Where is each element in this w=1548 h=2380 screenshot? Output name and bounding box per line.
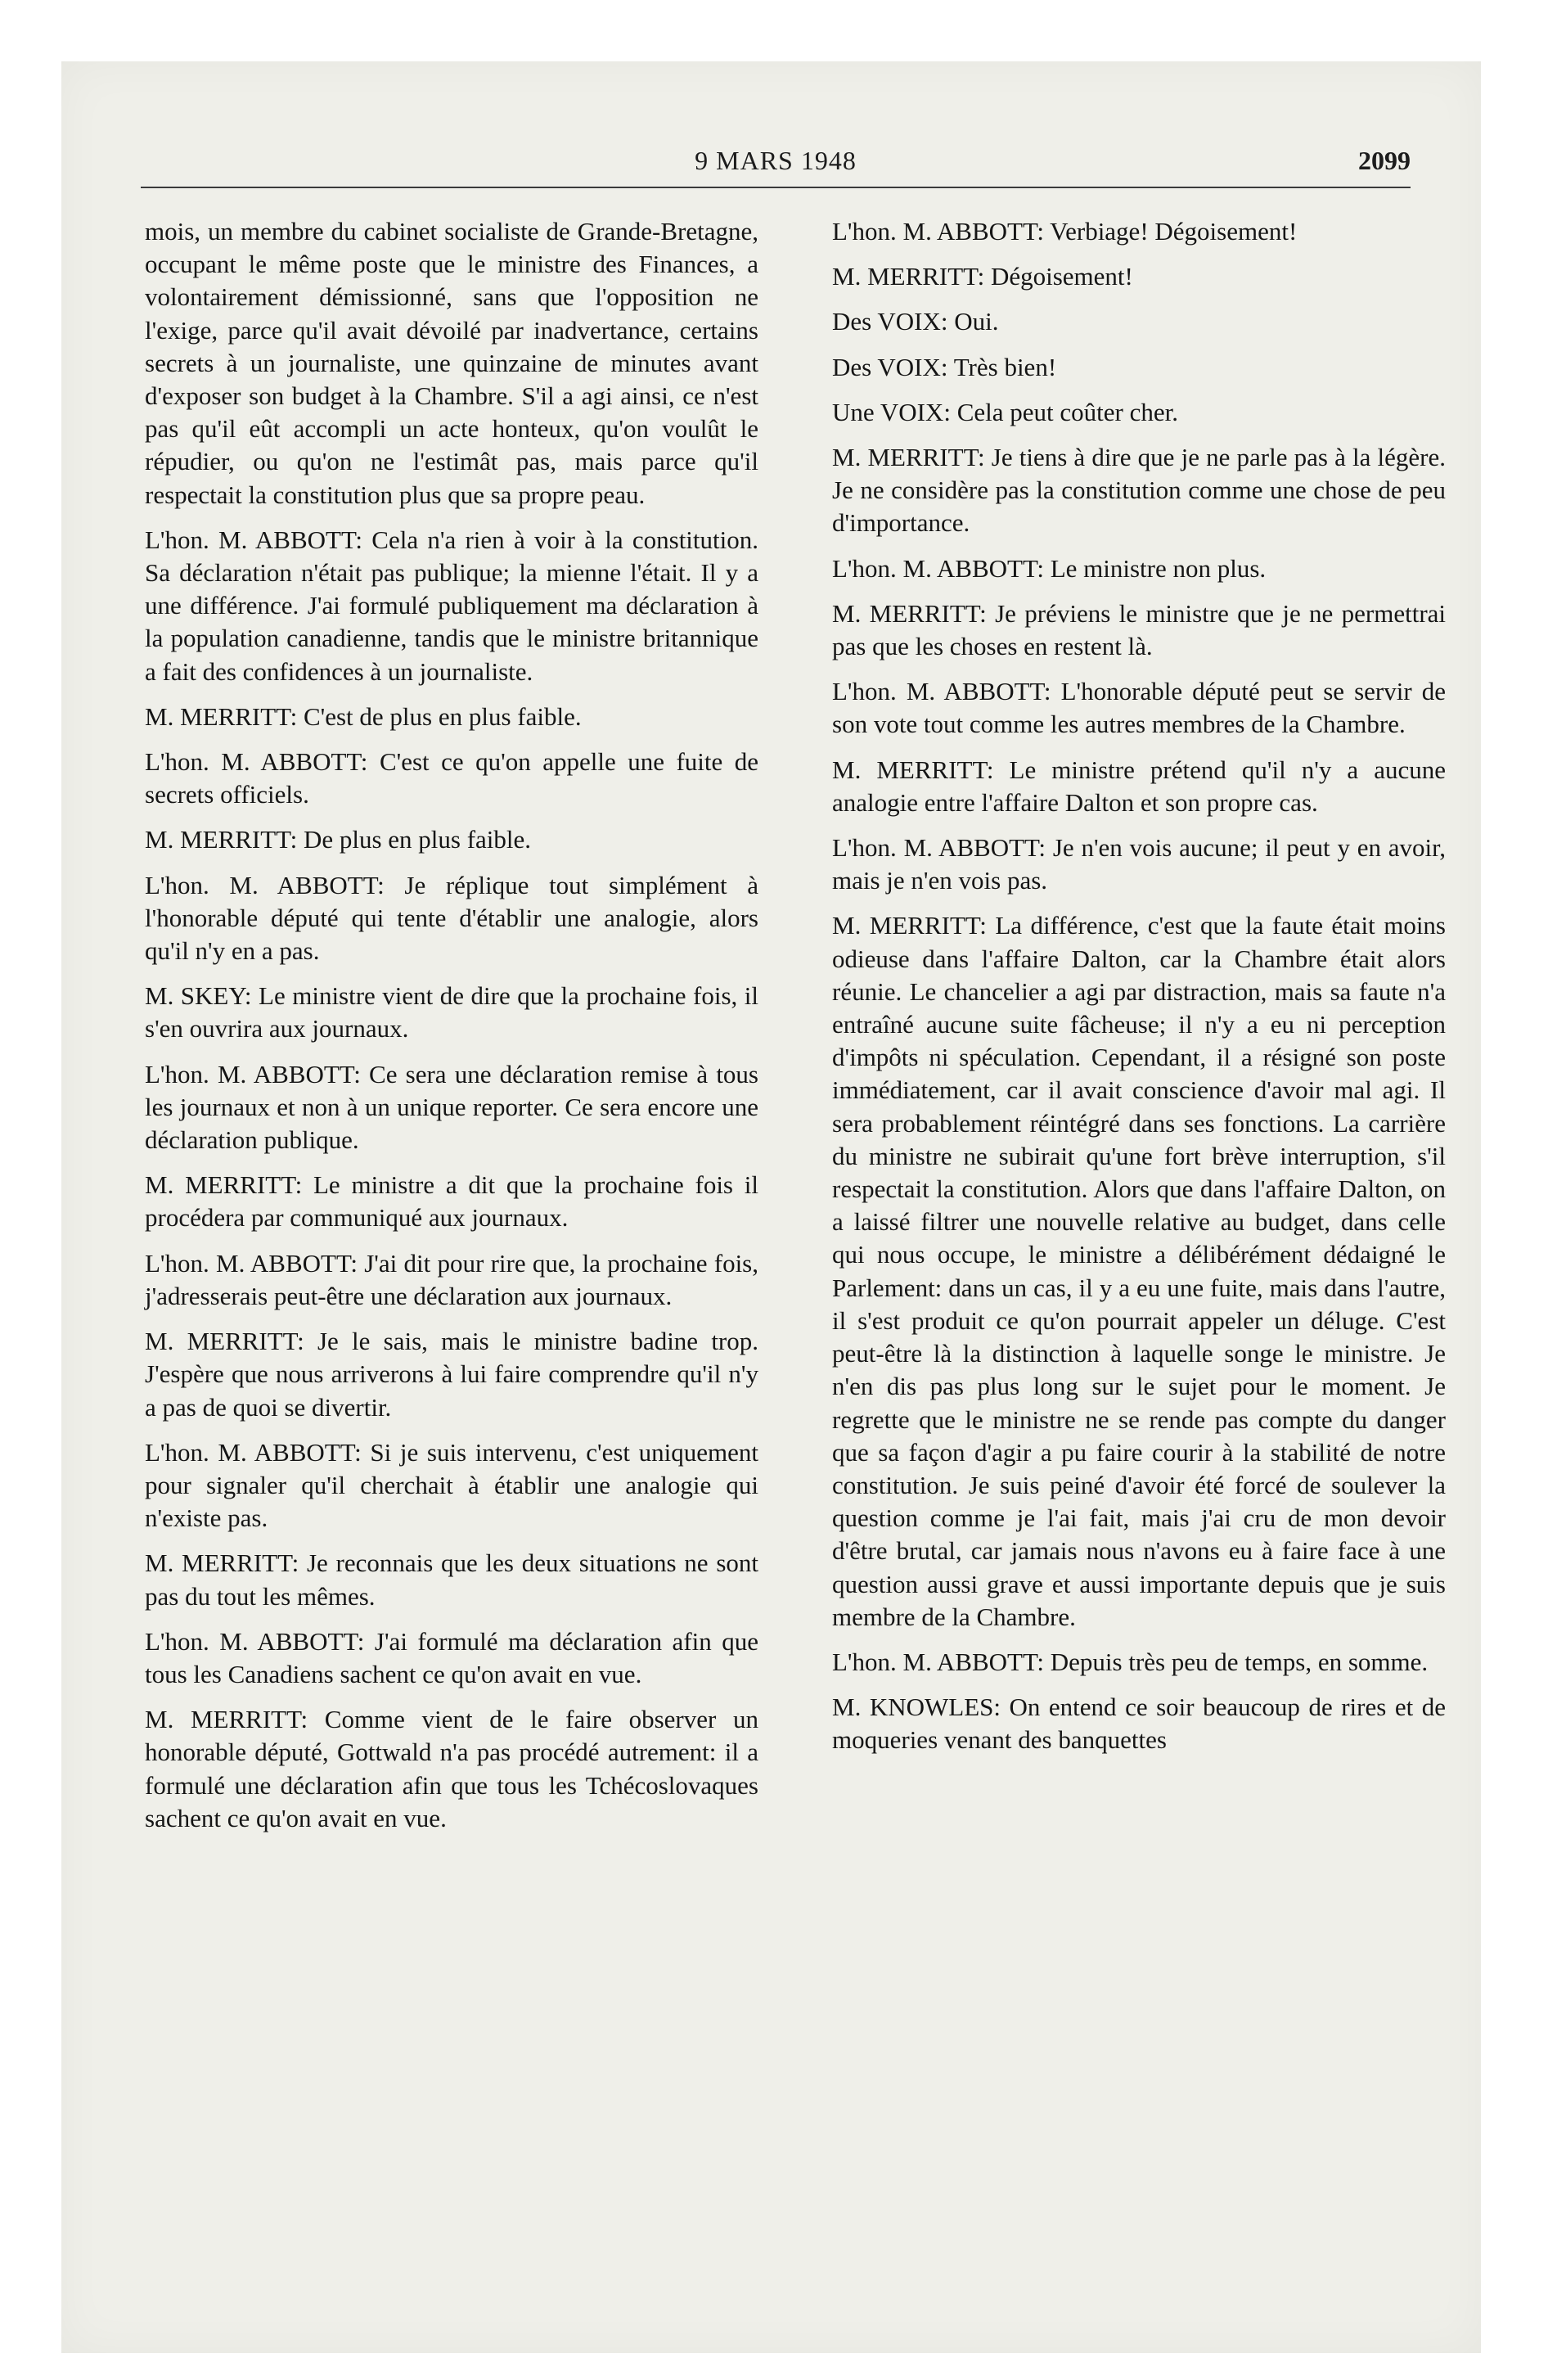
speaker: L'hon. M. ABBOTT: bbox=[145, 870, 385, 899]
speaker: M. MERRITT: bbox=[145, 701, 298, 731]
paragraph: L'hon. M. ABBOTT: J'ai dit pour rire que, la prochaine fois, j'adresserais peut-être une déclaration aux journaux. bbox=[145, 1248, 758, 1310]
paragraph: L'hon. M. ABBOTT: Je n'en vois aucune; il peut y en avoir, mais je n'en vois pas. bbox=[832, 833, 1447, 895]
left-column bbox=[145, 215, 758, 1847]
speaker: L'hon. M. ABBOTT: bbox=[832, 833, 1046, 863]
speaker: M. MERRITT: bbox=[832, 911, 987, 940]
paragraph: Des VOIX: Oui. bbox=[832, 307, 999, 336]
paragraph: L'hon. M. ABBOTT: Verbiage! Dégoisement! bbox=[832, 217, 1298, 246]
paragraph: L'hon. M. ABBOTT: Je réplique tout simplément à l'honorable député qui tente d'établir une analogie, alors qu'il n'y en a pas. bbox=[145, 870, 758, 966]
speaker: M. SKEY: bbox=[145, 981, 252, 1011]
paragraph: M. MERRITT: Le ministre a dit que la prochaine fois il procédera par communiqué aux journaux. bbox=[145, 1170, 758, 1233]
header-rule bbox=[141, 187, 1411, 188]
speaker: M. MERRITT: bbox=[145, 1705, 308, 1734]
speaker: Des VOIX: bbox=[832, 352, 948, 381]
paragraph: L'hon. M. ABBOTT: C'est ce qu'on appelle une fuite de secrets officiels. bbox=[145, 747, 759, 809]
speaker: M. MERRITT: bbox=[145, 1548, 299, 1578]
speaker: L'hon. M. ABBOTT: bbox=[145, 1248, 358, 1278]
paragraph: M. MERRITT: Je tiens à dire que je ne parle pas à la légère. Je ne considère pas la constitution comme une chose de peu d'importance. bbox=[832, 443, 1447, 538]
paragraph: L'hon. M. ABBOTT: Si je suis intervenu, c'est uniquement pour signaler qu'il cherchait à établir une analogie qui n'existe pas. bbox=[145, 1437, 758, 1533]
speaker: L'hon. M. ABBOTT: bbox=[145, 525, 362, 554]
right-column bbox=[832, 215, 1446, 1769]
paragraph: M. MERRITT: Je le sais, mais le ministre badine trop. J'espère que nous arriverons à lui faire comprendre qu'il n'y a pas de quoi se divertir. bbox=[145, 1327, 759, 1422]
speaker: M. MERRITT: bbox=[832, 598, 987, 628]
speaker: M. MERRITT: bbox=[145, 1170, 303, 1200]
paragraph: M. MERRITT: Dégoisement! bbox=[832, 262, 1133, 291]
paragraph: Une VOIX: Cela peut coûter cher. bbox=[832, 397, 1178, 426]
speaker: L'hon. M. ABBOTT: bbox=[832, 677, 1051, 706]
speaker: M. MERRITT: bbox=[832, 262, 985, 291]
paragraph: L'hon. M. ABBOTT: Cela n'a rien à voir à la constitution. Sa déclaration n'était pas publique; la mienne l'était. Il y a une différence. J'ai formulé publiquement ma déclaration à la population canadienne, tandis que le ministre britannique a fait des confidences à un journaliste. bbox=[145, 525, 759, 686]
speaker: L'hon. M. ABBOTT: bbox=[832, 217, 1044, 246]
paragraph: L'hon. M. ABBOTT: Ce sera une déclaration remise à tous les journaux et non à un unique reporter. Ce sera encore une déclaration publique. bbox=[145, 1059, 758, 1155]
speaker: M. MERRITT: bbox=[832, 443, 985, 472]
paragraph: L'hon. M. ABBOTT: L'honorable député peut se servir de son vote tout comme les autres membres de la Chambre. bbox=[832, 677, 1446, 739]
paragraph: L'hon. M. ABBOTT: Depuis très peu de temps, en somme. bbox=[832, 1647, 1429, 1676]
speaker: L'hon. M. ABBOTT: bbox=[145, 1437, 362, 1467]
speaker: M. KNOWLES: bbox=[832, 1693, 1001, 1722]
paragraph: M. SKEY: Le ministre vient de dire que la prochaine fois, il s'en ouvrira aux journaux. bbox=[145, 981, 758, 1044]
speaker: L'hon. M. ABBOTT: bbox=[145, 1059, 361, 1089]
speaker: M. MERRITT: bbox=[145, 825, 298, 854]
paragraph: M. KNOWLES: On entend ce soir beaucoup de rires et de moqueries venant des banquettes bbox=[832, 1693, 1446, 1755]
speaker: Une VOIX: bbox=[832, 397, 951, 426]
speaker: M. MERRITT: bbox=[145, 1327, 304, 1356]
page-number: 2099 bbox=[1358, 146, 1411, 175]
paragraph: M. MERRITT: C'est de plus en plus faible. bbox=[145, 701, 582, 731]
paragraph: M. MERRITT: Je reconnais que les deux situations ne sont pas du tout les mêmes. bbox=[145, 1548, 758, 1611]
paragraph: M. MERRITT: De plus en plus faible. bbox=[145, 825, 532, 854]
speaker: L'hon. M. ABBOTT: bbox=[145, 1626, 365, 1656]
speaker: L'hon. M. ABBOTT: bbox=[832, 553, 1044, 583]
paragraph: M. MERRITT: Je préviens le ministre que je ne permettrai pas que les choses en restent là. bbox=[832, 598, 1447, 661]
paragraph: Des VOIX: Très bien! bbox=[832, 352, 1057, 381]
paragraph: M. MERRITT: Le ministre prétend qu'il n'y a aucune analogie entre l'affaire Dalton et son propre cas. bbox=[832, 755, 1446, 817]
paragraph: M. MERRITT: La différence, c'est que la faute était moins odieuse dans l'affaire Dalton, car la Chambre était alors réunie. Le chancelier a agi par distraction, mais sa faute n'a entraîné aucune suite fâcheuse; il n'y a eu ni perception d'impôts ni spéculation. Cependant, il a résigné son poste immédiatement, car il avait conscience d'avoir mal agi. Il sera probablement réintégré dans ses fonctions. La carrière du ministre ne subirait qu'une fort brève interruption, s'il respectait la constitution. Alors que dans l'affaire Dalton, on a laissé filtrer une nouvelle relative au budget, dans celle qui nous occupe, le ministre a délibérément dédaigné le Parlement: dans un cas, il y a eu une fuite, mais dans l'autre, il s'est produit ce qu'on pourrait appeler un déluge. C'est peut-être là la distinction à laquelle songe le ministre. Je n'en dis pas plus long sur le sujet pour le moment. Je regrette que le ministre ne se rende pas compte du danger que sa façon d'agir a pu faire courir à la stabilité de notre constitution. Je suis peiné d'avoir été forcé de soulever la question comme je l'ai fait, mais j'ai cru de mon devoir d'être brutal, car jamais nous n'avons eu à faire face à une question aussi grave et aussi importante depuis que je suis membre de la Chambre. bbox=[832, 911, 1446, 1631]
running-head bbox=[141, 146, 1411, 183]
paragraph: mois, un membre du cabinet socialiste de Grande-Bretagne, occupant le même poste que le ministre des Finances, a volontairement démissionné, sans que l'opposition ne l'exige, parce qu'il avait dévoilé par inadvertance, certains secrets à un journaliste, une quinzaine de minutes avant d'exposer son budget à la Chambre. S'il a agi ainsi, ce n'est pas qu'il eût accompli un acte honteux, qu'on voulût le répudier, ou qu'on ne l'estimât pas, mais parce qu'il respectait la constitution plus que sa propre peau. bbox=[145, 217, 758, 509]
speaker: M. MERRITT: bbox=[832, 755, 994, 784]
speaker: L'hon. M. ABBOTT: bbox=[145, 747, 368, 777]
speaker: Des VOIX: bbox=[832, 307, 948, 336]
paragraph: L'hon. M. ABBOTT: J'ai formulé ma déclaration afin que tous les Canadiens sachent ce qu'on avait en vue. bbox=[145, 1626, 758, 1688]
speaker: L'hon. M. ABBOTT: bbox=[832, 1647, 1044, 1676]
paragraph: M. MERRITT: Comme vient de le faire observer un honorable député, Gottwald n'a pas procédé autrement: il a formulé une déclaration afin que tous les Tchécoslovaques sachent ce qu'on avait en vue. bbox=[145, 1705, 758, 1832]
header-date: 9 MARS 1948 bbox=[695, 146, 857, 175]
paragraph: L'hon. M. ABBOTT: Le ministre non plus. bbox=[832, 553, 1267, 583]
